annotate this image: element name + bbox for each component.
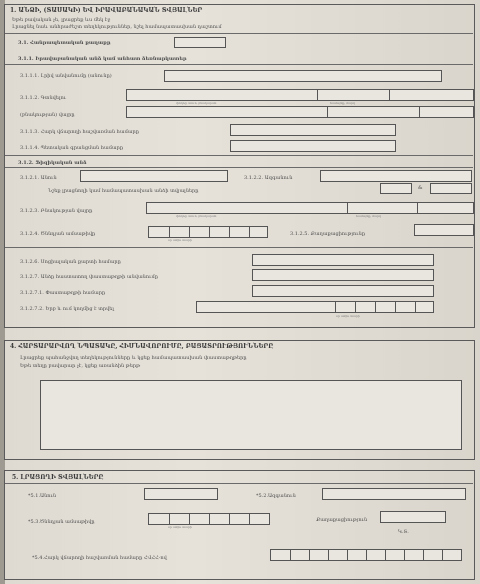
note-sep: & bbox=[418, 185, 423, 191]
residence-field[interactable] bbox=[146, 202, 474, 214]
label-first-name: 3.1.2.1. Անուն bbox=[20, 175, 57, 181]
label-social-card: 3.1.2.6. Սոցիալական քարտի համարը bbox=[20, 259, 121, 265]
divider bbox=[5, 247, 473, 248]
label-id-doc: 3.1.2.7. Անձը հաստատող փաստաթղթի անվանումը bbox=[20, 274, 158, 280]
stamp-label: Կ.Տ. bbox=[398, 529, 409, 535]
social-card-field[interactable] bbox=[252, 254, 434, 266]
residence-hint-2: համայնք, մարզ bbox=[356, 214, 381, 218]
label-issued-by: 3.1.2.7.2. Երբ և ում կողմից է տրվել bbox=[20, 306, 114, 312]
filler-date-hint: օր ամիս տարի bbox=[168, 525, 192, 529]
issued-by-field[interactable] bbox=[196, 301, 434, 313]
birthdate-field[interactable] bbox=[148, 226, 268, 238]
section-2-title: 4. ՀԱՐՏԱՐԱՐՎՈՂ ՆՊԱՏԱԿԸ, ՀԻՄՆԱՎՈՐՈՒՄԸ, ԲԱՑԱՏՐՈՒԹՅՈՒՆՆԵՐԸ bbox=[10, 343, 274, 350]
id-doc-field[interactable] bbox=[252, 269, 434, 281]
note-box-2[interactable] bbox=[430, 183, 472, 194]
label-3-1-2: 3.1.2. Ֆիզիկական անձ bbox=[18, 160, 87, 166]
last-name-field[interactable] bbox=[320, 170, 472, 182]
label-location-2: (բնակության) վայրը bbox=[20, 112, 75, 118]
field-3-1[interactable] bbox=[174, 37, 226, 48]
label-filler-birthdate: *5.3.Ծննդյան ամսաթիվը bbox=[28, 519, 95, 525]
full-name-field[interactable] bbox=[164, 70, 442, 82]
divider bbox=[5, 167, 473, 168]
citizenship-field[interactable] bbox=[414, 224, 474, 236]
address-field-2[interactable] bbox=[126, 106, 474, 118]
label-3-1-1: 3.1.1. Իրավաբանական անձ կամ անհատ ձեռնարկատեր bbox=[18, 56, 187, 62]
section-2-note: Լրացրեք պահանջվող տեղեկությունները և կցեք համապատասխան փաստաթղթերը bbox=[20, 355, 247, 361]
filler-citizenship-field[interactable] bbox=[380, 511, 446, 523]
note-box-1[interactable] bbox=[380, 183, 412, 194]
purpose-textarea[interactable] bbox=[40, 380, 462, 450]
birthdate-hint: օր ամիս տարի bbox=[168, 238, 192, 242]
label-birthdate: 3.1.2.4. Ծննդյան ամսաթիվը bbox=[20, 231, 96, 237]
filler-tax-id-field[interactable] bbox=[270, 549, 462, 561]
section-2-note-2: Եթե տեղը բավարար չէ, կցեք առանձին թերթ bbox=[20, 363, 141, 369]
label-location: 3.1.1.2. Գտնվելու bbox=[20, 95, 67, 101]
divider bbox=[5, 64, 473, 65]
divider bbox=[5, 483, 473, 484]
label-registration: 3.1.1.4. Պետական գրանցման համարը bbox=[20, 145, 124, 151]
filler-name-field[interactable] bbox=[144, 488, 218, 500]
address-field[interactable] bbox=[126, 89, 474, 101]
doc-number-field[interactable] bbox=[252, 285, 434, 297]
filler-surname-field[interactable] bbox=[322, 488, 466, 500]
label-citizenship: 3.1.2.5. Քաղաքացիությունը bbox=[290, 231, 366, 237]
address-hint: փողոց, տուն, բնակարան bbox=[176, 101, 217, 105]
filler-birthdate-field[interactable] bbox=[148, 513, 270, 525]
label-full-name: 3.1.1.1. Լրիվ անվանումը (անունը) bbox=[20, 73, 112, 79]
label-tax-id: 3.1.1.3. Հարկ վճարողի հաշվառման համարը bbox=[20, 129, 139, 135]
section-1-note: Եթե բավական չե, լրացրեք ևս մեկ էջ bbox=[12, 17, 111, 23]
label-last-name: 3.1.2.2. Ազգանուն bbox=[244, 175, 293, 181]
registration-field[interactable] bbox=[230, 140, 396, 152]
section-filler bbox=[4, 470, 475, 580]
divider bbox=[5, 33, 473, 34]
label-filler-name: *5.1.Անուն bbox=[28, 493, 57, 499]
label-doc-number: 3.1.2.7.1. Փաստաթղթի համարը bbox=[20, 290, 106, 296]
divider bbox=[5, 155, 473, 156]
section-1-note-2: Լրացնել նաև անհրաժեշտ տեղեկություններ, նշել համապատասխան դաշտում bbox=[12, 24, 222, 30]
label-filler-citizenship: Քաղաքացիություն bbox=[316, 517, 368, 523]
address-hint-2: համայնք, մարզ bbox=[330, 101, 355, 105]
tax-id-field[interactable] bbox=[230, 124, 396, 136]
residence-hint: փողոց, տուն, բնակարան bbox=[176, 214, 217, 218]
label-filler-tax-id: *5.4.Հարկ վճարողի հաշվառման համարը ՀՎՀՀ-ով bbox=[32, 555, 167, 561]
section-3-title: 5. ԼՐԱՑՈՂԻ ՏՎՅԱԼՆԵՐԸ bbox=[12, 474, 104, 481]
section-1-title: 1. ԱՆՁԻ, (ՏԱՍԱԿԻ) ԵՎ ԻՐԱՎԱԲԱՆԱԿԱՆ ՏՎՅԱԼՆԵՐ bbox=[10, 7, 203, 14]
issued-date-hint: օր ամիս տարի bbox=[336, 314, 360, 318]
note-person: Նշեք լրացնողի կամ համապատասխան անձի տվյալները bbox=[48, 188, 199, 194]
label-3-1: 3.1. Հանրապետական քաղաքը bbox=[18, 40, 111, 46]
label-filler-surname: *5.2.Ազգանուն bbox=[256, 493, 296, 499]
first-name-field[interactable] bbox=[80, 170, 228, 182]
label-residence: 3.1.2.3. Բնակության վայրը bbox=[20, 208, 93, 214]
